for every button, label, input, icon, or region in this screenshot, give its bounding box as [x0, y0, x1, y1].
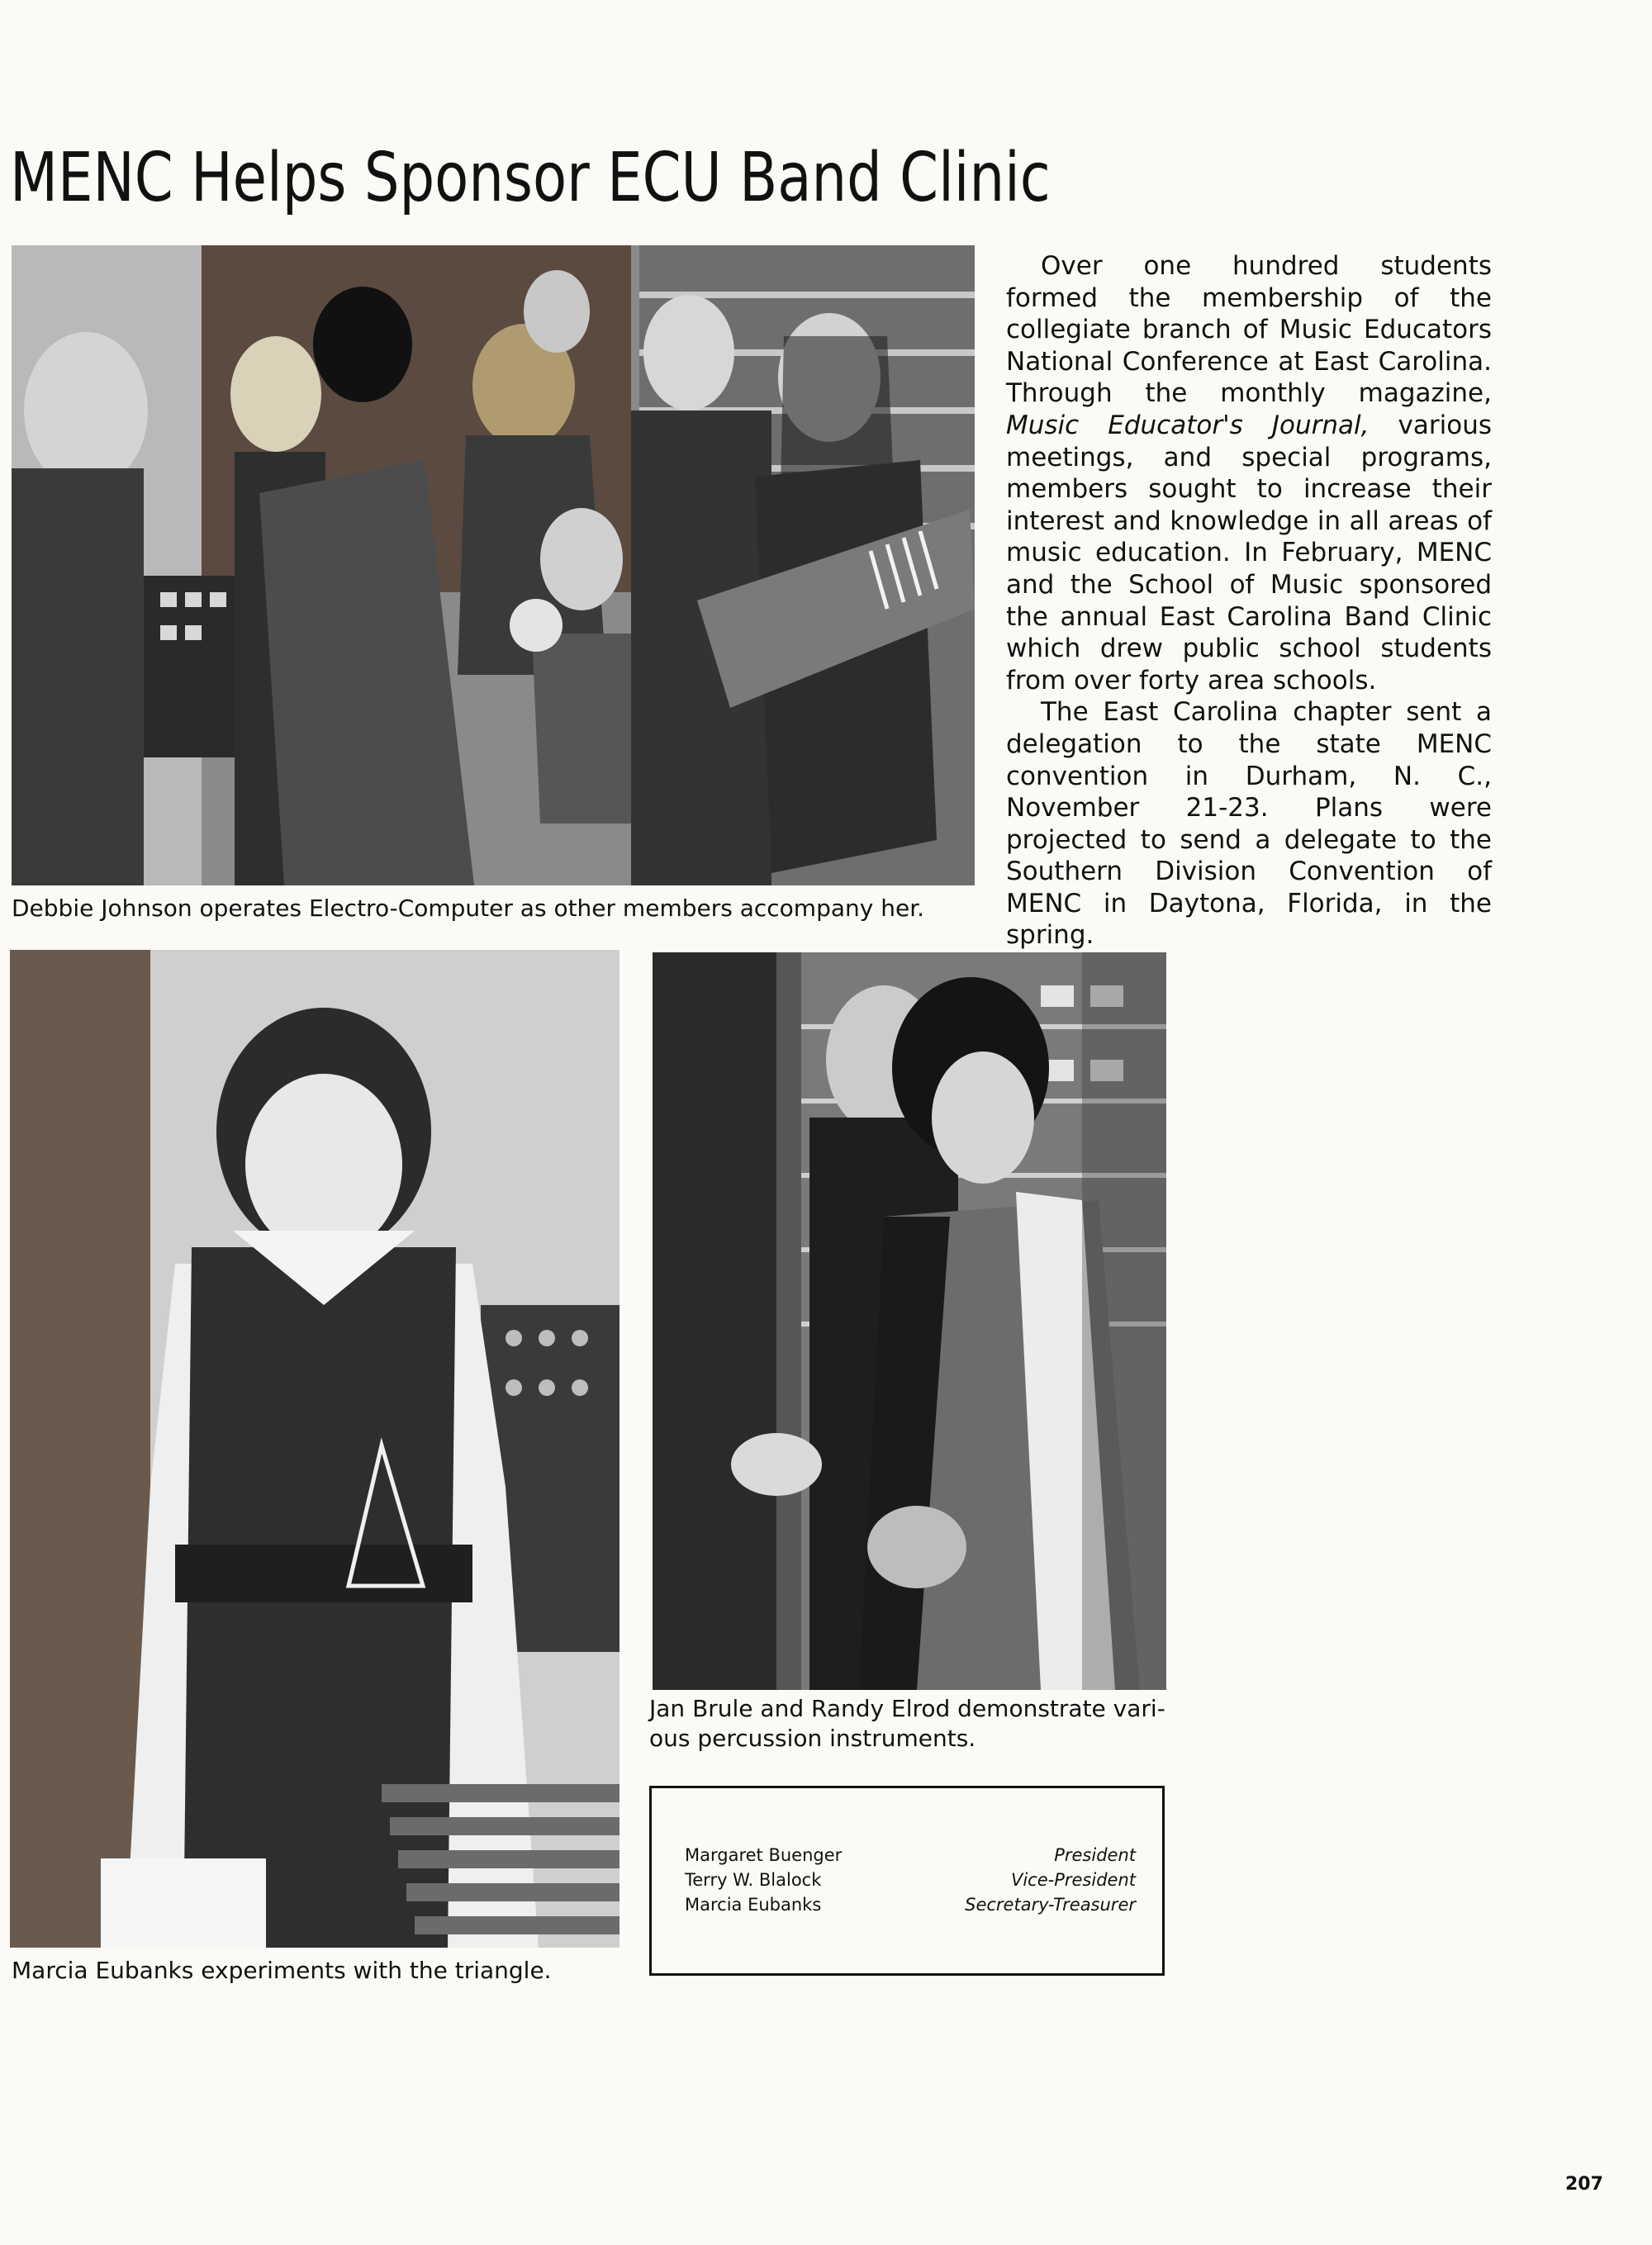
officer-title: President	[1054, 1845, 1136, 1865]
page-number: 207	[1565, 2174, 1603, 2195]
officer-name: Terry W. Blalock	[685, 1870, 822, 1890]
group-photo	[12, 245, 975, 885]
article-paragraph-2: The East Carolina chapter sent a delegation to the state MENC convention in Durham, N. C., November 21-23. Plans were projected to send a delegate to the Southern Division Convention of MENC in Daytona, Florida, in the spring.	[1006, 697, 1492, 951]
triangle-photo-caption: Marcia Eubanks experiments with the triangle.	[12, 1957, 552, 1984]
article-text: Over one hundred students formed the membership of the collegiate branch of Music Educators National Conference at East Carolina. Through the monthly magazine,	[1006, 251, 1492, 409]
officer-title: Secretary-Treasurer	[965, 1895, 1136, 1915]
officer-title: Vice-President	[1010, 1870, 1136, 1890]
officers-box	[649, 1786, 1165, 1976]
percussion-photo	[653, 952, 1166, 1690]
triangle-photo	[10, 950, 620, 1948]
article-text: various meetings, and special programs, members sought to increase their interest and knowledge in all areas of music education. In February, MENC and the School of Music sponsored the annual East Carolina Band Clinic which drew public school students from over forty area schools.	[1006, 410, 1492, 695]
article-paragraph-1	[1006, 250, 1492, 696]
officer-name: Margaret Buenger	[685, 1845, 843, 1865]
caption-line: Jan Brule and Randy Elrod demonstrate vari-	[649, 1695, 1165, 1722]
officer-row	[685, 1843, 1136, 1868]
officer-row	[685, 1868, 1136, 1892]
officer-name: Marcia Eubanks	[685, 1895, 822, 1915]
page-title: MENC Helps Sponsor ECU Band Clinic	[10, 139, 1051, 217]
percussion-photo-caption	[649, 1694, 1165, 1754]
officer-row	[685, 1892, 1136, 1917]
group-photo-caption: Debbie Johnson operates Electro-Computer as other members accompany her.	[12, 895, 925, 922]
caption-line: ous percussion instruments.	[649, 1725, 976, 1752]
article-body	[1006, 250, 1492, 952]
magazine-title: Music Educator's Journal,	[1006, 410, 1370, 440]
